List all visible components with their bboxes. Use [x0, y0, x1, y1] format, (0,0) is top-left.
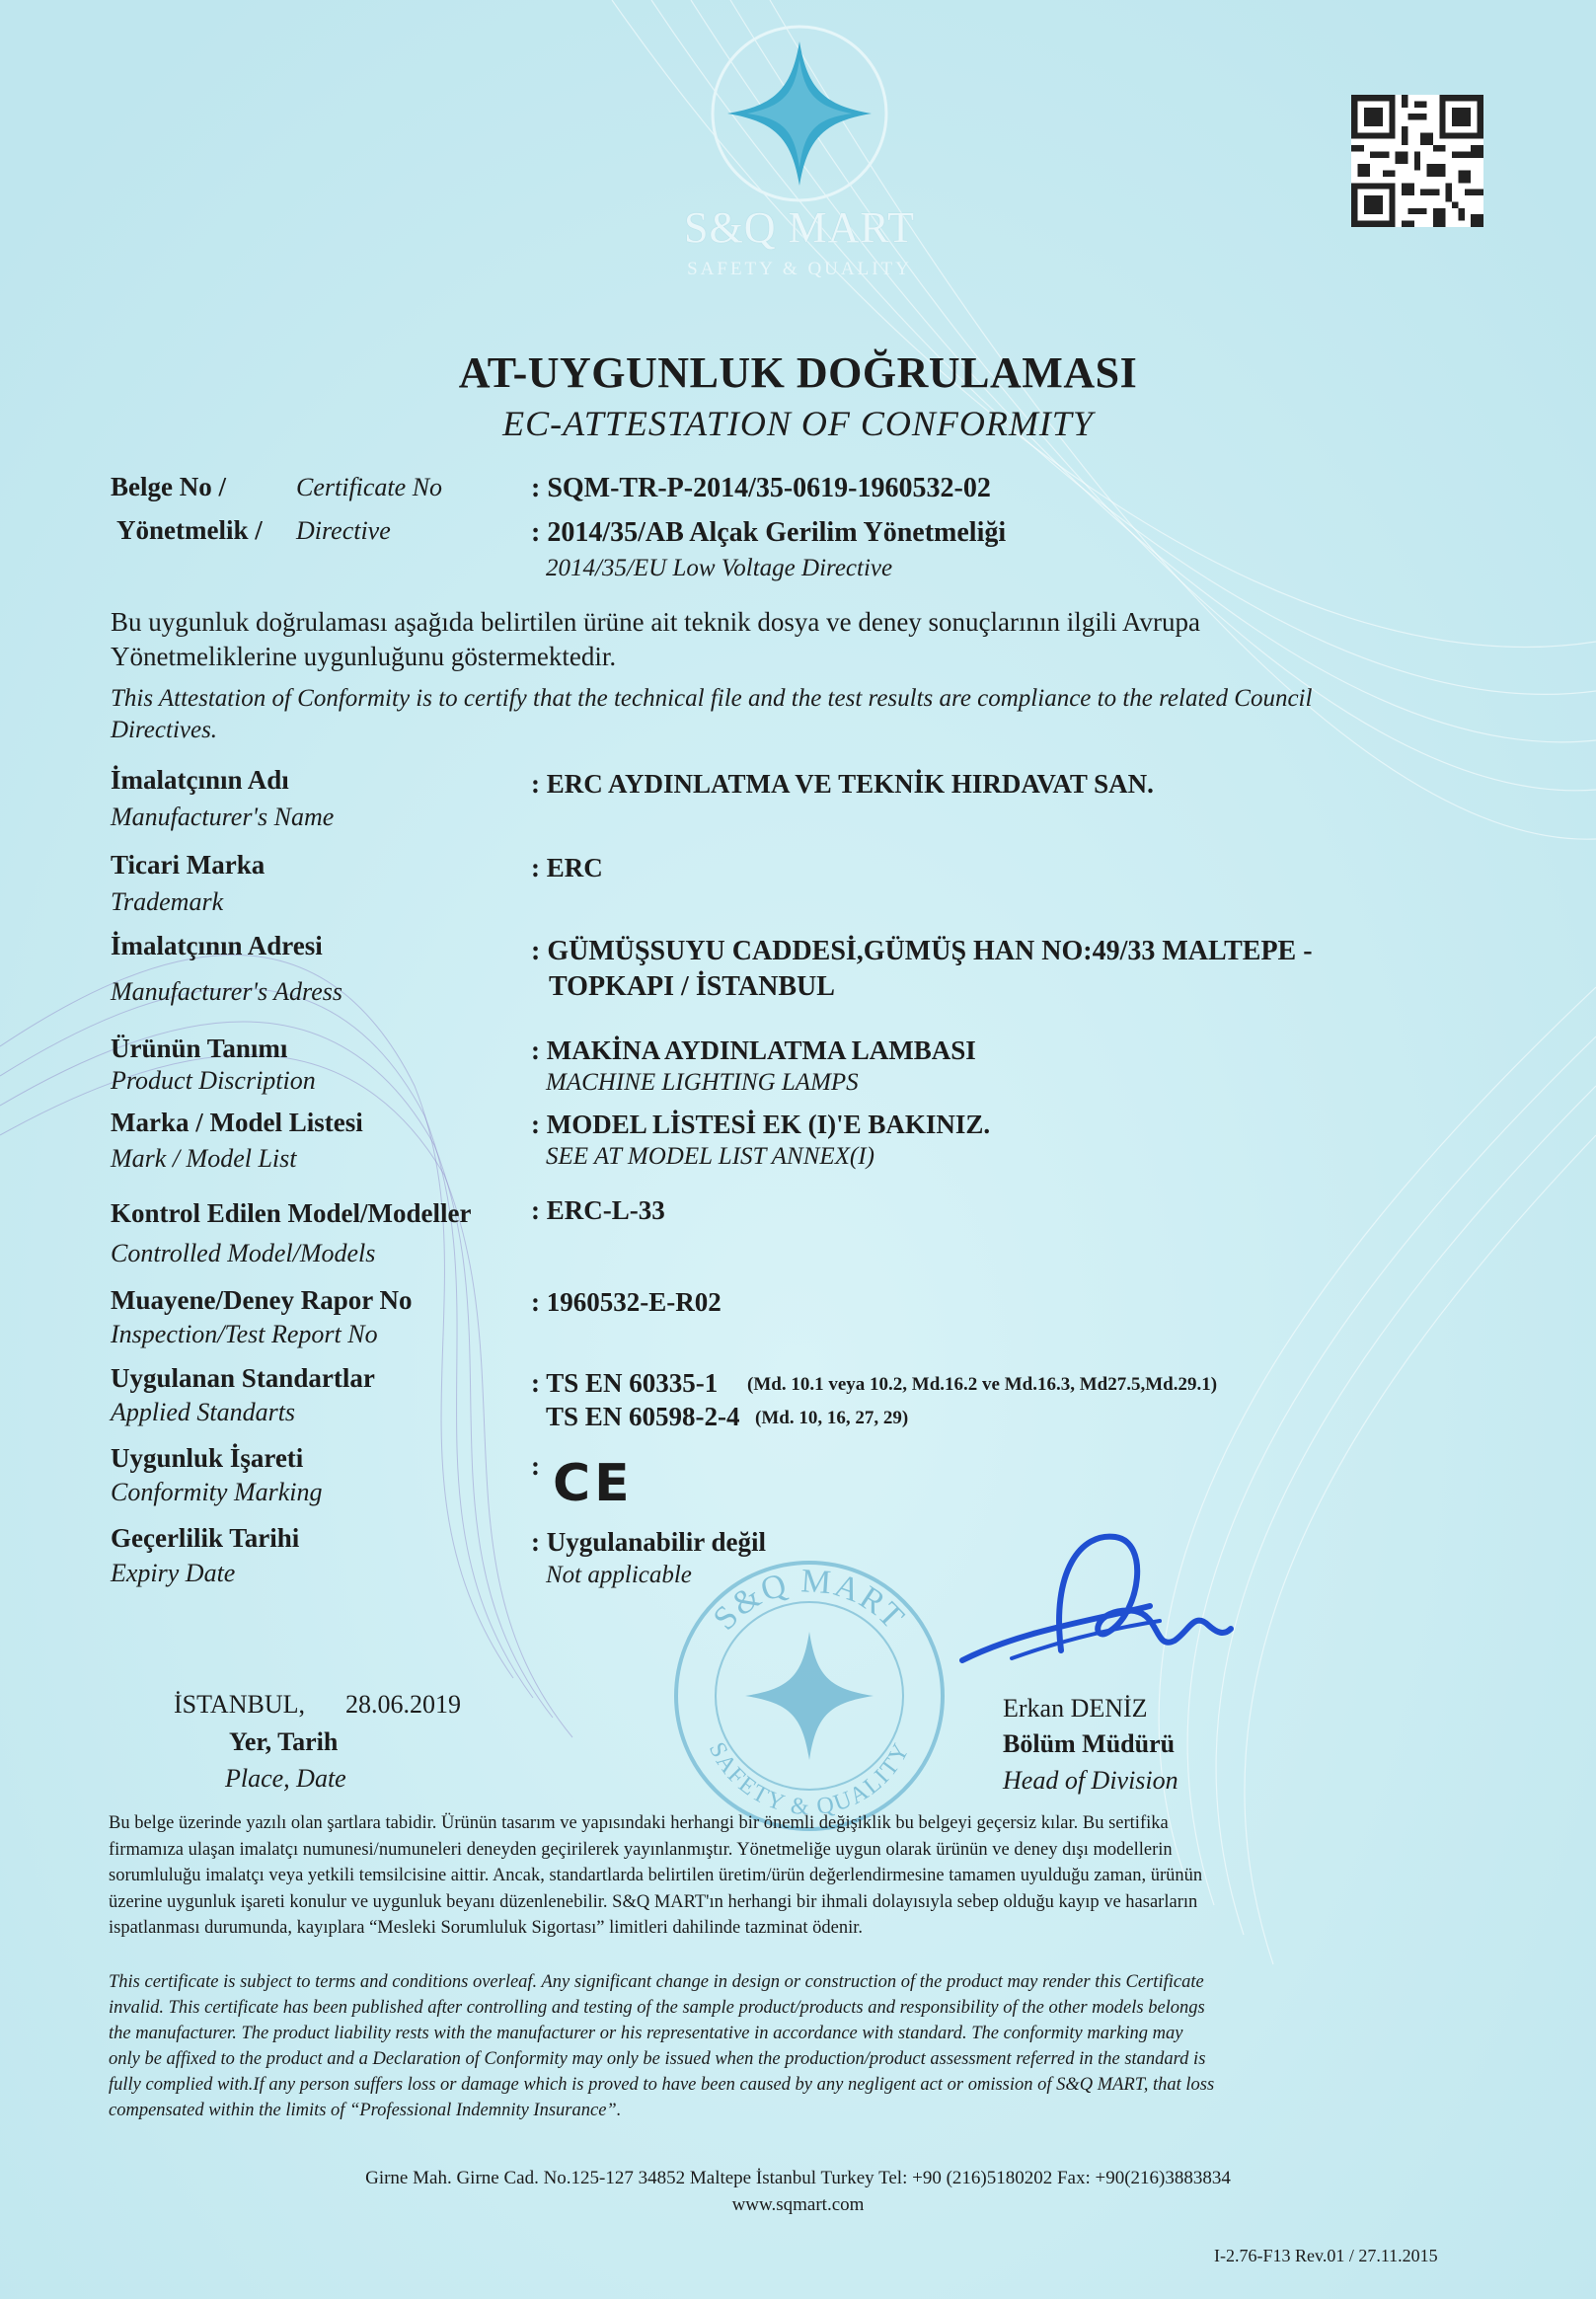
address-label-tr: İmalatçının Adresi [111, 931, 323, 960]
model-list-label-en: Mark / Model List [111, 1144, 297, 1173]
standard-2-detail: (Md. 10, 16, 27, 29) [755, 1408, 909, 1428]
qr-code [1342, 95, 1492, 227]
manufacturer-value: : ERC AYDINLATMA VE TEKNİK HIRDAVAT SAN. [531, 769, 1154, 799]
address-label-en: Manufacturer's Adress [111, 977, 342, 1006]
place-date-label-en: Place, Date [225, 1764, 346, 1793]
terms-en-line: invalid. This certificate has been published after controlling and testing of the sample product/products and responsibility of the other models belongs [109, 1998, 1205, 2018]
report-label-en: Inspection/Test Report No [111, 1320, 378, 1348]
terms-tr-line: firmamıza ulaşan imalatçı numunesi/numuneleri deneyden geçirilerek yayınlanmıştır. Yönetmeliğe uygun olarak ürünün ve deney dışı modellerin [109, 1839, 1173, 1860]
directive-value-en: 2014/35/EU Low Voltage Directive [546, 555, 893, 581]
terms-tr-line: Bu belge üzerinde yazılı olan şartlara tabidir. Ürünün tasarım ve yapısındaki herhangi bir önemli değişiklik bu belgeyi geçersiz kılar. Bu sertifika [109, 1813, 1169, 1833]
terms-en-line: This certificate is subject to terms and conditions overleaf. Any significant change in design or construction of the product may render this Certificate [109, 1972, 1204, 1992]
terms-en-line: compensated within the limits of “Professional Indemnity Insurance”. [109, 2101, 622, 2120]
model-list-value-en: SEE AT MODEL LIST ANNEX(I) [546, 1143, 874, 1170]
signatory-title-en: Head of Division [1003, 1766, 1178, 1795]
directive-label-tr: Yönetmelik / [116, 515, 263, 545]
terms-en-line: only be affixed to the product and a Declaration of Conformity may only be issued when the production/product assessment referred in the standard is [109, 2049, 1206, 2069]
trademark-value: : ERC [531, 853, 603, 882]
footer-address: Girne Mah. Girne Cad. No.125-127 34852 Maltepe İstanbul Turkey Tel: +90 (216)5180202 Fax: +90(216)3883834 [365, 2168, 1231, 2188]
expiry-label-tr: Geçerlilik Tarihi [111, 1523, 300, 1553]
product-value-en: MACHINE LIGHTING LAMPS [546, 1069, 859, 1096]
controlled-model-label-tr: Kontrol Edilen Model/Modeller [111, 1198, 472, 1228]
place-date-label-tr: Yer, Tarih [229, 1727, 339, 1756]
brand-name: S&Q MART [684, 203, 915, 252]
trademark-label-tr: Ticari Marka [111, 850, 266, 880]
footer-website: www.sqmart.com [731, 2194, 865, 2215]
model-list-label-tr: Marka / Model Listesi [111, 1108, 363, 1137]
terms-tr-line: ispatlanması durumunda, kayıplara “Mesleki Sorumluluk Sigortası” limitleri dahilinde tazminat ödenir. [109, 1918, 863, 1938]
terms-tr-line: sorumluluğu imalatçı veya yetkili temsilcisine aittir. Ancak, standartlarda belirtilen üretim/ürün değerlendirmesine tamamen uyulduğu zaman, ürünün [109, 1866, 1203, 1885]
product-value-tr: : MAKİNA AYDINLATMA LAMBASI [531, 1035, 976, 1065]
place-city: İSTANBUL, [174, 1690, 305, 1719]
model-list-value-tr: : MODEL LİSTESİ EK (I)'E BAKINIZ. [531, 1110, 991, 1139]
signatory-title-tr: Bölüm Müdürü [1003, 1729, 1176, 1758]
intro-en-line1: This Attestation of Conformity is to certify that the technical file and the test results are compliance to the related Council [111, 685, 1313, 712]
standards-label-en: Applied Standarts [111, 1398, 296, 1426]
expiry-label-en: Expiry Date [111, 1559, 236, 1587]
manufacturer-label-en: Manufacturer's Name [111, 803, 335, 831]
svg-text:S&Q MART: S&Q MART [706, 1563, 913, 1638]
marking-label-tr: Uygunluk İşareti [111, 1443, 304, 1473]
signatory-name: Erkan DENİZ [1003, 1694, 1148, 1723]
manufacturer-label-tr: İmalatçının Adı [111, 765, 289, 795]
report-label-tr: Muayene/Deney Rapor No [111, 1285, 413, 1315]
trademark-label-en: Trademark [111, 887, 224, 916]
intro-en-line2: Directives. [111, 717, 218, 743]
directive-value-tr: : 2014/35/AB Alçak Gerilim Yönetmeliği [531, 517, 1007, 548]
intro-tr-line1: Bu uygunluk doğrulaması aşağıda belirtilen ürüne ait teknik dosya ve deney sonuçlarının ilgili Avrupa [111, 607, 1201, 637]
controlled-model-label-en: Controlled Model/Models [111, 1239, 376, 1267]
official-stamp [661, 1548, 957, 1844]
certificate-label-en: Certificate No [296, 473, 443, 501]
certificate-number: : SQM-TR-P-2014/35-0619-1960532-02 [531, 473, 991, 503]
terms-english [109, 1969, 1490, 2123]
svg-text:SAFETY & QUALITY: SAFETY & QUALITY [703, 1737, 916, 1821]
terms-en-line: the manufacturer. The product liability rests with the manufacturer or his representative in accordance with standard. The conformity marking may [109, 2024, 1183, 2043]
expiry-value-tr: : Uygulanabilir değil [531, 1527, 767, 1557]
standard-2: TS EN 60598-2-4 [546, 1402, 740, 1431]
standard-1: : TS EN 60335-1 [531, 1368, 719, 1398]
expiry-value-en: Not applicable [546, 1562, 692, 1588]
intro-tr-line2: Yönetmeliklerine uygunluğunu göstermektedir. [111, 642, 617, 671]
title-english: EC-ATTESTATION OF CONFORMITY [502, 404, 1094, 443]
directive-label-en: Directive [296, 516, 391, 545]
standards-label-tr: Uygulanan Standartlar [111, 1363, 375, 1393]
handwritten-signature [943, 1512, 1239, 1690]
form-code: I-2.76-F13 Rev.01 / 27.11.2015 [1214, 2246, 1438, 2265]
sq-mart-logo [706, 20, 893, 207]
issue-date: 28.06.2019 [345, 1690, 461, 1719]
terms-turkish [109, 1810, 1490, 1942]
address-value-line2: TOPKAPI / İSTANBUL [549, 971, 835, 1002]
ce-mark: CE [553, 1454, 634, 1513]
certificate-label-tr: Belge No / [111, 472, 226, 501]
brand-tagline: SAFETY & QUALITY [687, 259, 912, 279]
terms-tr-line: üzerine uygunluk işareti konulur ve uygunluk beyanı düzenlenebilir. S&Q MART'ın herhangi bir ihmali dolayısıyla sebep olduğu kayıp ve hasarların [109, 1891, 1198, 1912]
marking-colon: : [531, 1451, 540, 1481]
product-label-en: Product Discription [111, 1066, 316, 1095]
terms-en-line: fully complied with.If any person suffers loss or damage which is proved to have been caused by any negligent act or omission of S&Q MART, that loss [109, 2075, 1215, 2095]
product-label-tr: Ürünün Tanımı [111, 1034, 288, 1063]
marking-label-en: Conformity Marking [111, 1478, 323, 1506]
standard-1-detail: (Md. 10.1 veya 10.2, Md.16.2 ve Md.16.3, Md27.5,Md.29.1) [747, 1374, 1218, 1395]
title-turkish: AT-UYGUNLUK DOĞRULAMASI [458, 348, 1138, 397]
controlled-model-value: : ERC-L-33 [531, 1195, 665, 1225]
report-value: : 1960532-E-R02 [531, 1287, 722, 1317]
address-value-line1: : GÜMÜŞSUYU CADDESİ,GÜMÜŞ HAN NO:49/33 MALTEPE - [531, 936, 1313, 966]
